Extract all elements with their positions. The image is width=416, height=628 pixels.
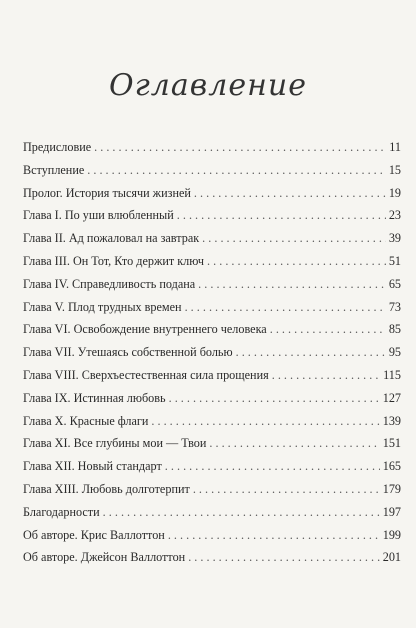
dot-leader [209,436,379,451]
toc-entry-page-number: 115 [383,367,401,382]
toc-entry [23,528,401,551]
toc-entry-page-number: 151 [382,436,401,451]
dot-leader [270,322,386,337]
toc-entry [23,505,401,528]
toc-entry [23,550,401,573]
toc-entry [23,368,401,391]
toc-entry-page-number: 15 [388,162,401,177]
toc-entry [23,208,401,231]
toc-entry-page-number: 95 [388,345,401,360]
toc-entry-title: Предисловие [23,140,92,154]
toc-entry [23,414,401,437]
toc-entry [23,436,401,459]
toc-entry-title: Глава II. Ад пожаловал на завтрак [23,231,200,246]
dot-leader [188,550,380,565]
toc-entry-title: Глава I. По уши влюбленный [23,208,174,223]
dot-leader [193,482,380,497]
toc-entry-title: Глава VII. Утешаясь собственной болью [23,345,233,360]
toc-entry-page-number: 39 [388,231,401,246]
dot-leader [272,368,380,383]
toc-entry-title: Благодарности [23,504,100,519]
toc-entry [23,163,401,186]
dot-leader [236,345,386,360]
toc-entry [23,186,401,209]
table-of-contents [23,140,401,573]
toc-entry [23,231,401,254]
dot-leader [151,414,379,429]
dot-leader [198,277,386,292]
toc-entry [23,254,401,277]
toc-entry [23,322,401,345]
dot-leader [103,505,380,520]
toc-entry-page-number: 11 [389,140,401,154]
toc-entry-title: Глава V. Плод трудных времен [23,299,182,314]
toc-entry [23,459,401,482]
toc-entry-title: Глава XIII. Любовь долготерпит [23,481,190,496]
toc-entry-page-number: 23 [388,208,401,223]
toc-entry-title: Глава XII. Новый стандарт [23,459,162,474]
toc-entry [23,300,401,323]
toc-entry-page-number: 51 [388,253,401,268]
toc-entry-title: Глава XI. Все глубины мои — Твои [23,436,207,451]
toc-entry [23,277,401,300]
toc-entry-title: Глава IX. Истинная любовь [23,390,166,405]
dot-leader [202,231,386,246]
toc-entry-title: Вступление [23,162,85,177]
toc-entry-title: Глава IV. Справедливость подана [23,276,196,291]
toc-entry-title: Об авторе. Крис Валлоттон [23,527,165,542]
dot-leader [177,208,386,223]
page-title: Оглавление [109,68,307,103]
dot-leader [185,300,386,315]
dot-leader [169,391,380,406]
toc-entry-page-number: 127 [382,390,401,405]
dot-leader [165,459,380,474]
toc-entry-page-number: 73 [388,299,401,314]
toc-entry [23,391,401,414]
toc-entry-title: Глава VI. Освобождение внутреннего человека [23,322,267,337]
toc-entry-page-number: 65 [388,276,401,291]
dot-leader [94,140,386,155]
toc-entry-page-number: 179 [382,481,401,496]
toc-entry-page-number: 85 [388,322,401,337]
toc-entry [23,140,401,163]
toc-entry-page-number: 197 [382,504,401,519]
toc-entry [23,345,401,368]
dot-leader [207,254,386,269]
toc-entry-title: Глава VIII. Сверхъестественная сила прощения [23,367,269,382]
toc-entry-page-number: 199 [382,527,401,542]
toc-entry-page-number: 19 [388,185,401,200]
toc-entry-page-number: 201 [382,550,401,565]
toc-entry-title: Глава III. Он Тот, Кто держит ключ [23,253,205,268]
toc-entry-title: Об авторе. Джейсон Валлоттон [23,550,186,565]
dot-leader [168,528,380,543]
toc-entry-title: Глава X. Красные флаги [23,413,149,428]
dot-leader [87,163,386,178]
toc-entry-page-number: 139 [382,413,401,428]
toc-entry-page-number: 165 [382,459,401,474]
dot-leader [194,186,386,201]
toc-entry [23,482,401,505]
toc-entry-title: Пролог. История тысячи жизней [23,185,191,200]
